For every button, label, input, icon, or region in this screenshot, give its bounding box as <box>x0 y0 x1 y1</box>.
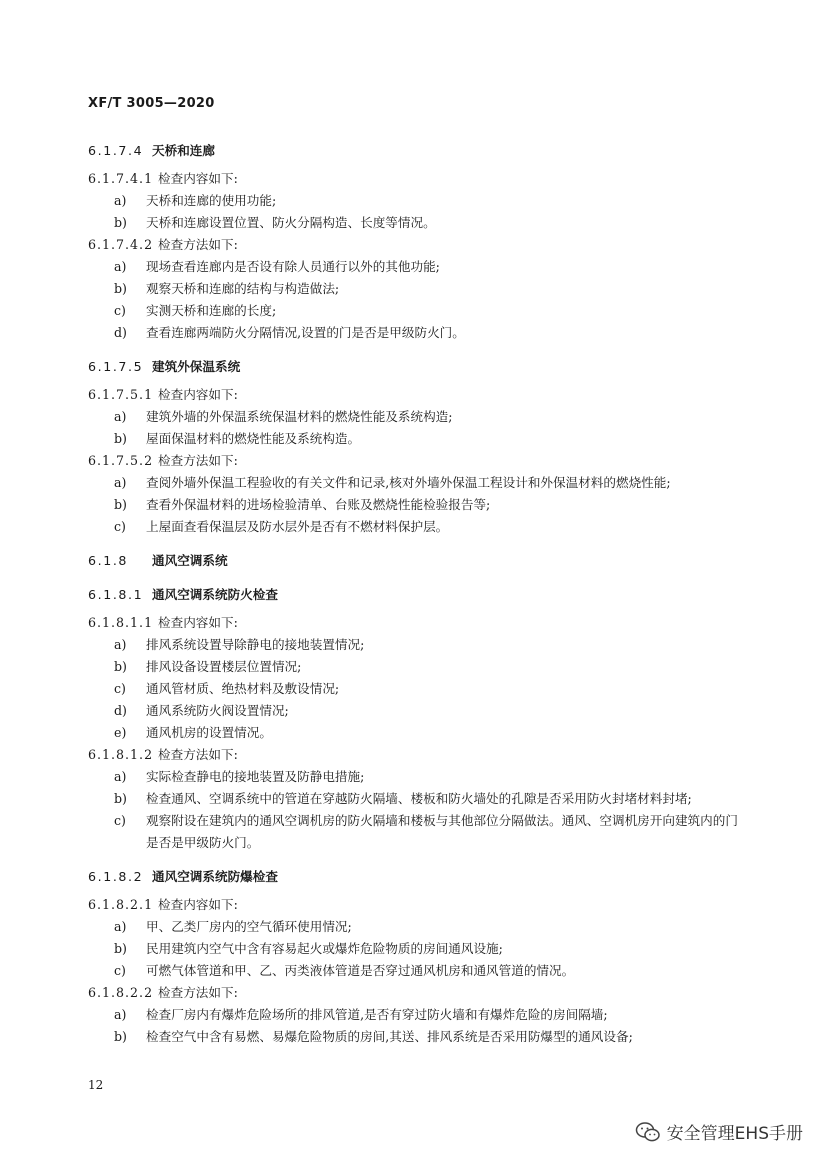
list-item-label: e) <box>114 725 127 740</box>
list-item-label: c) <box>114 303 126 318</box>
list-item-text: 民用建筑内空气中含有容易起火或爆炸危险物质的房间通风设施; <box>146 941 503 956</box>
section-title: 通风空调系统防爆检查 <box>152 869 278 884</box>
list-item-text: 检查空气中含有易燃、易爆危险物质的房间,其送、排风系统是否采用防爆型的通风设备; <box>146 1029 633 1044</box>
list-item <box>88 722 738 744</box>
list-item-label: c) <box>114 519 126 534</box>
list-item <box>88 1004 738 1026</box>
clause-number: 6.1.8.2.1 <box>88 897 154 912</box>
list-item-text: 查看连廊两端防火分隔情况,设置的门是否是甲级防火门。 <box>146 325 465 340</box>
clause <box>88 168 738 190</box>
list-item <box>88 678 738 700</box>
list-item-text: 天桥和连廊的使用功能; <box>146 193 277 208</box>
list-item-label: a) <box>114 193 127 208</box>
list-item <box>88 810 738 854</box>
list-item-label: a) <box>114 409 127 424</box>
clause <box>88 234 738 256</box>
clause-number: 6.1.7.4.2 <box>88 237 154 252</box>
section-title: 天桥和连廊 <box>152 143 215 158</box>
document-body <box>88 140 738 1048</box>
list-item-text: 建筑外墙的外保温系统保温材料的燃烧性能及系统构造; <box>146 409 453 424</box>
clause-text: 检查方法如下: <box>158 237 238 252</box>
section-title: 建筑外保温系统 <box>152 359 241 374</box>
list-item-text: 上屋面查看保温层及防水层外是否有不燃材料保护层。 <box>146 519 449 534</box>
section-heading <box>88 584 738 606</box>
list-item <box>88 938 738 960</box>
list-item <box>88 494 738 516</box>
list-item-text: 查看外保温材料的进场检验清单、台账及燃烧性能检验报告等; <box>146 497 491 512</box>
clause-number: 6.1.7.5.2 <box>88 453 154 468</box>
list-item-text: 观察天桥和连廊的结构与构造做法; <box>146 281 340 296</box>
list-item <box>88 656 738 678</box>
list-item-label: b) <box>114 281 127 296</box>
list-item-label: b) <box>114 791 127 806</box>
clause-text: 检查内容如下: <box>158 171 238 186</box>
section-heading <box>88 550 738 572</box>
list-item-text: 通风系统防火阀设置情况; <box>146 703 289 718</box>
section-number: 6.1.8.2 <box>88 869 144 884</box>
list-item-text: 排风系统设置导除静电的接地装置情况; <box>146 637 365 652</box>
list-item <box>88 916 738 938</box>
list-item-text: 甲、乙类厂房内的空气循环使用情况; <box>146 919 352 934</box>
clause-text: 检查内容如下: <box>158 387 238 402</box>
list-item-label: a) <box>114 637 127 652</box>
watermark-text: 安全管理EHS手册 <box>666 1124 803 1144</box>
document-code: XF/T 3005—2020 <box>88 96 215 111</box>
clause-text: 检查内容如下: <box>158 897 238 912</box>
list-item-label: a) <box>114 919 127 934</box>
list-item-label: b) <box>114 431 127 446</box>
list-item <box>88 700 738 722</box>
clause <box>88 744 738 766</box>
clause-text: 检查方法如下: <box>158 453 238 468</box>
list-item <box>88 256 738 278</box>
list-item <box>88 960 738 982</box>
list-item <box>88 406 738 428</box>
section-number: 6.1.8.1 <box>88 587 144 602</box>
list-item-text: 排风设备设置楼层位置情况; <box>146 659 302 674</box>
section-number: 6.1.8 <box>88 553 129 568</box>
list-item-label: b) <box>114 1029 127 1044</box>
clause-text: 检查内容如下: <box>158 615 238 630</box>
list-item-label: c) <box>114 813 126 828</box>
list-item-label: d) <box>114 325 127 340</box>
list-item-text: 检查通风、空调系统中的管道在穿越防火隔墙、楼板和防火墙处的孔隙是否采用防火封堵材料封堵; <box>146 791 692 806</box>
list-item <box>88 472 738 494</box>
clause <box>88 894 738 916</box>
list-item-label: b) <box>114 941 127 956</box>
clause <box>88 982 738 1004</box>
list-item <box>88 428 738 450</box>
watermark <box>635 1119 803 1144</box>
section-title: 通风空调系统 <box>152 553 228 568</box>
list-item-text: 天桥和连廊设置位置、防火分隔构造、长度等情况。 <box>146 215 436 230</box>
list-item <box>88 322 738 344</box>
list-item-label: d) <box>114 703 127 718</box>
list-item-label: b) <box>114 659 127 674</box>
clause-number: 6.1.8.1.1 <box>88 615 154 630</box>
list-item-label: a) <box>114 259 127 274</box>
list-item <box>88 190 738 212</box>
clause-number: 6.1.8.2.2 <box>88 985 154 1000</box>
section-title: 通风空调系统防火检查 <box>152 587 278 602</box>
list-item-label: a) <box>114 475 127 490</box>
list-item-text: 实际检查静电的接地装置及防静电措施; <box>146 769 365 784</box>
list-item-text: 现场查看连廊内是否设有除人员通行以外的其他功能; <box>146 259 440 274</box>
list-item <box>88 212 738 234</box>
clause-text: 检查方法如下: <box>158 985 238 1000</box>
section-number: 6.1.7.5 <box>88 359 144 374</box>
clause-number: 6.1.7.4.1 <box>88 171 154 186</box>
section-heading <box>88 356 738 378</box>
clause-number: 6.1.8.1.2 <box>88 747 154 762</box>
section-heading <box>88 140 738 162</box>
list-item-label: a) <box>114 1007 127 1022</box>
list-item <box>88 1026 738 1048</box>
clause <box>88 612 738 634</box>
list-item-text: 可燃气体管道和甲、乙、丙类液体管道是否穿过通风机房和通风管道的情况。 <box>146 963 575 978</box>
list-item-text: 通风管材质、绝热材料及敷设情况; <box>146 681 340 696</box>
clause-number: 6.1.7.5.1 <box>88 387 154 402</box>
list-item-label: a) <box>114 769 127 784</box>
page-number: 12 <box>88 1078 104 1092</box>
clause-text: 检查方法如下: <box>158 747 238 762</box>
list-item-text: 实测天桥和连廊的长度; <box>146 303 277 318</box>
list-item-text: 查阅外墙外保温工程验收的有关文件和记录,核对外墙外保温工程设计和外保温材料的燃烧性能; <box>146 475 671 490</box>
list-item-text: 通风机房的设置情况。 <box>146 725 272 740</box>
list-item <box>88 278 738 300</box>
list-item-text: 检查厂房内有爆炸危险场所的排风管道,是否有穿过防火墙和有爆炸危险的房间隔墙; <box>146 1007 608 1022</box>
section-heading <box>88 866 738 888</box>
list-item-text: 屋面保温材料的燃烧性能及系统构造。 <box>146 431 361 446</box>
clause <box>88 384 738 406</box>
list-item-label: b) <box>114 215 127 230</box>
list-item-label: b) <box>114 497 127 512</box>
wechat-icon <box>635 1121 661 1143</box>
list-item <box>88 300 738 322</box>
list-item-label: c) <box>114 963 126 978</box>
list-item-label: c) <box>114 681 126 696</box>
list-item <box>88 788 738 810</box>
list-item-text: 观察附设在建筑内的通风空调机房的防火隔墙和楼板与其他部位分隔做法。通风、空调机房开向建筑内的门是否是甲级防火门。 <box>146 813 738 850</box>
list-item <box>88 766 738 788</box>
list-item <box>88 516 738 538</box>
clause <box>88 450 738 472</box>
list-item <box>88 634 738 656</box>
section-number: 6.1.7.4 <box>88 143 144 158</box>
